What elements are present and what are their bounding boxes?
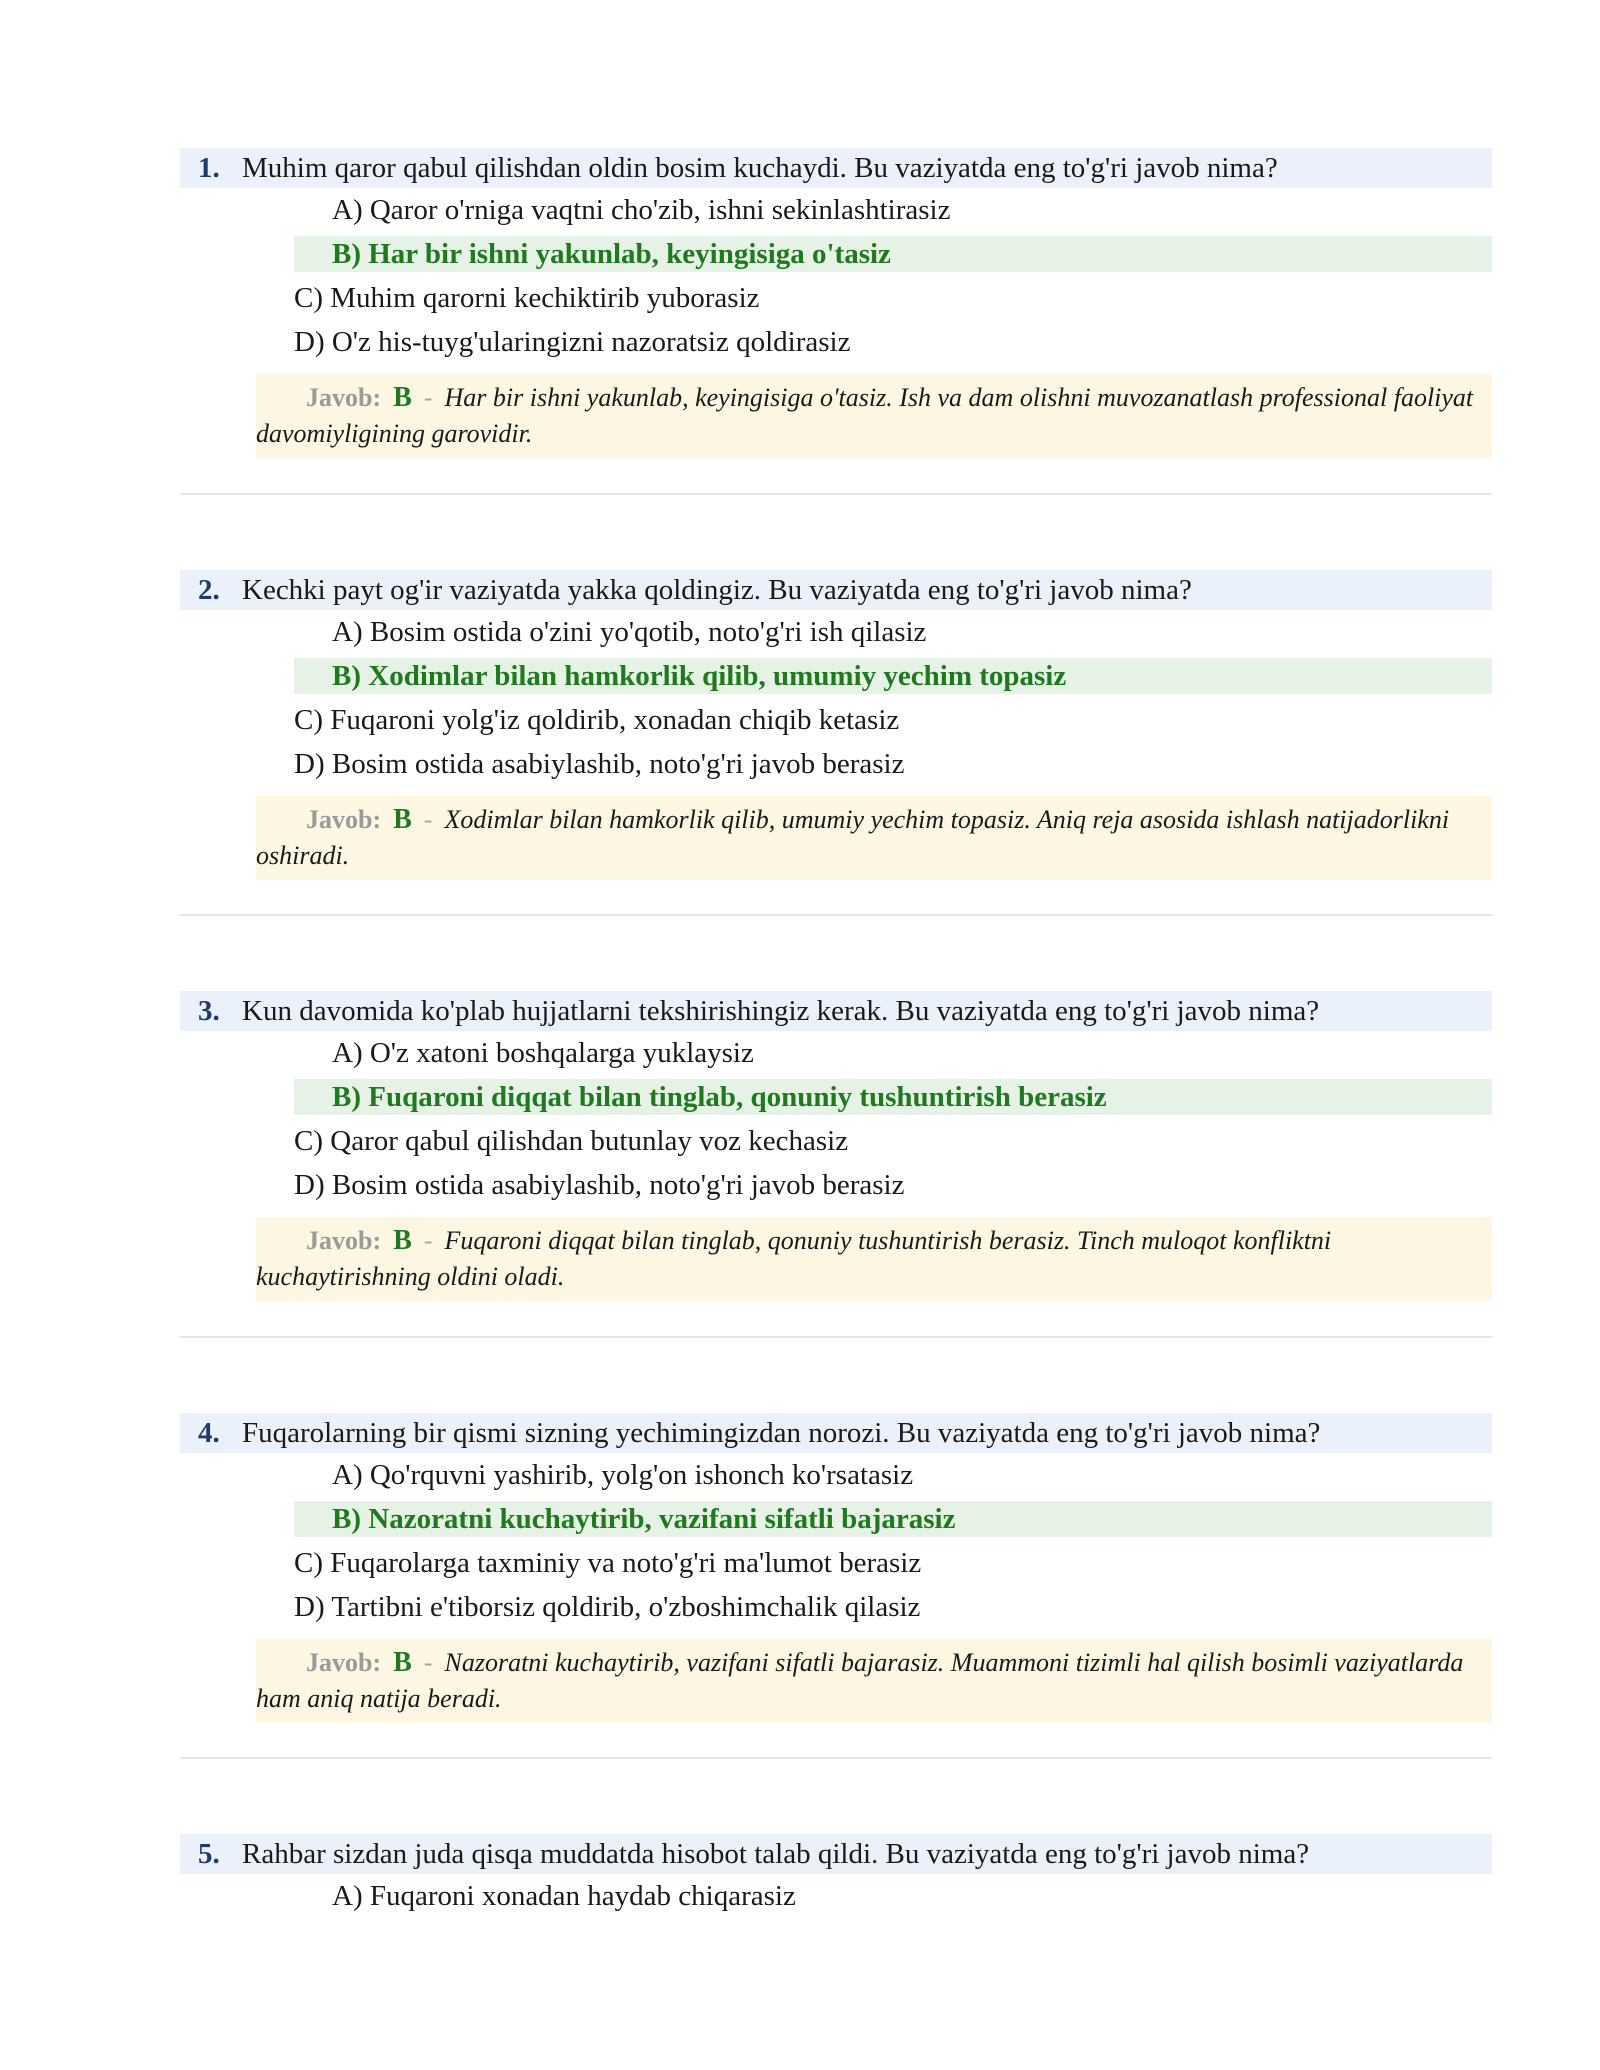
- option-c: C) Fuqarolarga taxminiy va noto'g'ri ma'lumot berasiz: [294, 1546, 922, 1579]
- question-number: 1.: [198, 151, 220, 184]
- option-a: A) Fuqaroni xonadan haydab chiqarasiz: [332, 1879, 796, 1912]
- question-number: 2.: [198, 573, 220, 606]
- question-line: [180, 1413, 1492, 1453]
- option-c: C) Qaror qabul qilishdan butunlay voz kechasiz: [294, 1124, 849, 1157]
- answer-dash: -: [423, 1648, 433, 1677]
- option-b-correct: B) Fuqaroni diqqat bilan tinglab, qonuniy tushuntirish berasiz: [294, 1079, 1492, 1115]
- question-block-1: [180, 148, 1492, 458]
- answer-dash: -: [423, 1226, 433, 1255]
- answer-letter: B: [393, 1647, 412, 1678]
- question-text: Kechki payt og'ir vaziyatda yakka qoldingiz. Bu vaziyatda eng to'g'ri javob nima?: [242, 573, 1192, 606]
- separator: [180, 1336, 1492, 1338]
- option-c: C) Fuqaroni yolg'iz qoldirib, xonadan chiqib ketasiz: [294, 703, 900, 736]
- answer-label: Javob:: [306, 1648, 382, 1677]
- question-text: Rahbar sizdan juda qisqa muddatda hisobot talab qildi. Bu vaziyatda eng to'g'ri javob nima?: [242, 1837, 1310, 1870]
- question-block-4: [180, 1413, 1492, 1723]
- option-b-correct: B) Har bir ishni yakunlab, keyingisiga o'tasiz: [294, 236, 1492, 272]
- option-d: D) Bosim ostida asabiylashib, noto'g'ri javob berasiz: [294, 747, 905, 780]
- answer-explanation: Nazoratni kuchaytirib, vazifani sifatli bajarasiz. Muammoni tizimli hal qilish bosimli vaziyatlarda ham aniq natija beradi.: [256, 1648, 1464, 1713]
- question-line: [180, 1834, 1492, 1874]
- separator: [180, 493, 1492, 495]
- answer-label: Javob:: [306, 805, 382, 834]
- question-block-3: [180, 991, 1492, 1301]
- answer-box: [256, 1217, 1492, 1301]
- option-d: D) Tartibni e'tiborsiz qoldirib, o'zboshimchalik qilasiz: [294, 1590, 921, 1623]
- question-number: 3.: [198, 994, 220, 1027]
- question-text: Kun davomida ko'plab hujjatlarni tekshirishingiz kerak. Bu vaziyatda eng to'g'ri javob nima?: [242, 994, 1320, 1027]
- question-text: Muhim qaror qabul qilishdan oldin bosim kuchaydi. Bu vaziyatda eng to'g'ri javob nima?: [242, 151, 1278, 184]
- answer-explanation: Har bir ishni yakunlab, keyingisiga o'tasiz. Ish va dam olishni muvozanatlash professional faoliyat davomiyligining garovidir.: [256, 383, 1474, 448]
- answer-explanation: Xodimlar bilan hamkorlik qilib, umumiy yechim topasiz. Aniq reja asosida ishlash natijadorlikni oshiradi.: [256, 805, 1450, 870]
- option-b-correct: B) Xodimlar bilan hamkorlik qilib, umumiy yechim topasiz: [294, 658, 1492, 694]
- answer-explanation: Fuqaroni diqqat bilan tinglab, qonuniy tushuntirish berasiz. Tinch muloqot konfliktni kuchaytirishning oldini oladi.: [256, 1226, 1332, 1291]
- question-block-2: [180, 570, 1492, 880]
- question-block-5: [180, 1834, 1492, 1918]
- option-a: A) Qo'rquvni yashirib, yolg'on ishonch ko'rsatasiz: [332, 1458, 914, 1491]
- option-d: D) O'z his-tuyg'ularingizni nazoratsiz qoldirasiz: [294, 325, 851, 358]
- option-a: A) O'z xatoni boshqalarga yuklaysiz: [332, 1036, 754, 1069]
- answer-label: Javob:: [306, 383, 382, 412]
- option-c: C) Muhim qarorni kechiktirib yuborasiz: [294, 281, 760, 314]
- option-b-correct: B) Nazoratni kuchaytirib, vazifani sifatli bajarasiz: [294, 1501, 1492, 1537]
- answer-label: Javob:: [306, 1226, 382, 1255]
- separator: [180, 1757, 1492, 1759]
- question-number: 5.: [198, 1837, 220, 1870]
- answer-box: [256, 1639, 1492, 1723]
- answer-letter: B: [393, 382, 412, 413]
- answer-letter: B: [393, 1225, 412, 1256]
- question-line: [180, 991, 1492, 1031]
- answer-letter: B: [393, 804, 412, 835]
- question-line: [180, 570, 1492, 610]
- option-a: A) Qaror o'rniga vaqtni cho'zib, ishni sekinlashtirasiz: [332, 193, 951, 226]
- answer-dash: -: [423, 805, 433, 834]
- separator: [180, 914, 1492, 916]
- answer-box: [256, 374, 1492, 458]
- question-line: [180, 148, 1492, 188]
- question-text: Fuqarolarning bir qismi sizning yechimingizdan norozi. Bu vaziyatda eng to'g'ri javob nima?: [242, 1416, 1321, 1449]
- answer-box: [256, 796, 1492, 880]
- option-d: D) Bosim ostida asabiylashib, noto'g'ri javob berasiz: [294, 1168, 905, 1201]
- question-number: 4.: [198, 1416, 220, 1449]
- answer-dash: -: [423, 383, 433, 412]
- option-a: A) Bosim ostida o'zini yo'qotib, noto'g'ri ish qilasiz: [332, 615, 927, 648]
